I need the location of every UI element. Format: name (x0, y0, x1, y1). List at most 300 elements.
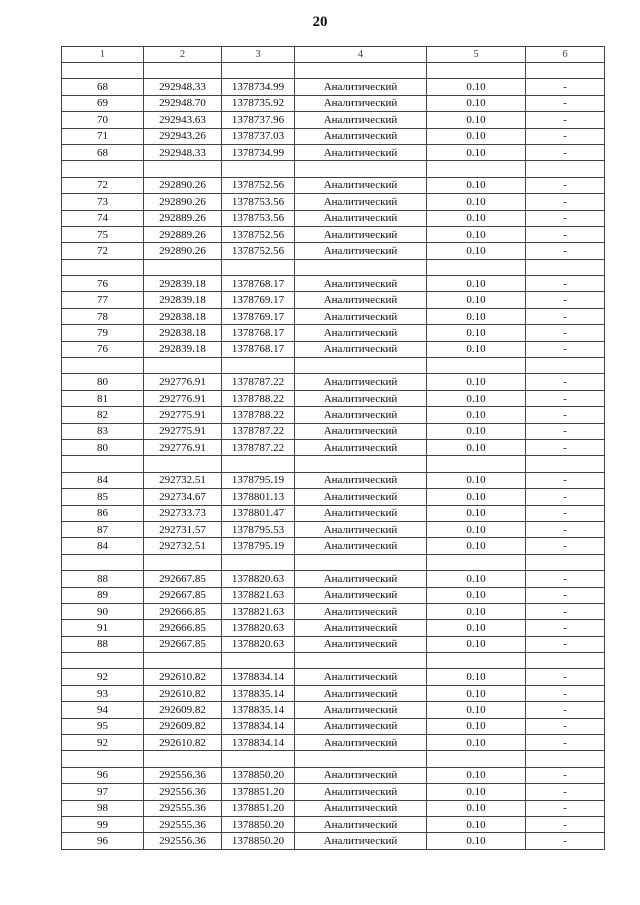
table-row (62, 374, 605, 390)
table-row (62, 276, 605, 292)
point-number-cell: 88 (62, 636, 144, 652)
note-cell: - (526, 243, 605, 259)
x-coordinate-cell: 292555.36 (144, 816, 222, 832)
note-cell: - (526, 587, 605, 603)
x-coordinate-cell: 292610.82 (144, 669, 222, 685)
note-cell: - (526, 308, 605, 324)
x-coordinate-cell: 292890.26 (144, 177, 222, 193)
table-row (62, 112, 605, 128)
point-number-cell: 94 (62, 702, 144, 718)
empty-cell (62, 259, 144, 275)
x-coordinate-cell: 292889.26 (144, 210, 222, 226)
accuracy-cell: 0.10 (427, 571, 526, 587)
table-row (62, 636, 605, 652)
note-cell: - (526, 735, 605, 751)
method-cell: Аналитический (295, 521, 427, 537)
spacer-row (62, 751, 605, 767)
x-coordinate-cell: 292776.91 (144, 439, 222, 455)
x-coordinate-cell: 292731.57 (144, 521, 222, 537)
y-coordinate-cell: 1378787.22 (222, 439, 295, 455)
y-coordinate-cell: 1378850.20 (222, 767, 295, 783)
table-row (62, 292, 605, 308)
y-coordinate-cell: 1378735.92 (222, 95, 295, 111)
method-cell: Аналитический (295, 669, 427, 685)
note-cell: - (526, 702, 605, 718)
method-cell: Аналитический (295, 489, 427, 505)
note-cell: - (526, 816, 605, 832)
table-row (62, 669, 605, 685)
empty-cell (62, 63, 144, 79)
y-coordinate-cell: 1378768.17 (222, 276, 295, 292)
page-number: 20 (312, 14, 328, 30)
x-coordinate-cell: 292889.26 (144, 226, 222, 242)
x-coordinate-cell: 292610.82 (144, 735, 222, 751)
accuracy-cell: 0.10 (427, 472, 526, 488)
table-row (62, 194, 605, 210)
table-row (62, 489, 605, 505)
note-cell: - (526, 194, 605, 210)
accuracy-cell: 0.10 (427, 505, 526, 521)
x-coordinate-cell: 292555.36 (144, 800, 222, 816)
y-coordinate-cell: 1378834.14 (222, 735, 295, 751)
x-coordinate-cell: 292839.18 (144, 292, 222, 308)
coordinates-table (61, 46, 605, 850)
note-cell: - (526, 571, 605, 587)
empty-cell (62, 456, 144, 472)
point-number-cell: 71 (62, 128, 144, 144)
point-number-cell: 73 (62, 194, 144, 210)
method-cell: Аналитический (295, 702, 427, 718)
table-row (62, 144, 605, 160)
accuracy-cell: 0.10 (427, 685, 526, 701)
method-cell: Аналитический (295, 194, 427, 210)
empty-cell (295, 456, 427, 472)
method-cell: Аналитический (295, 210, 427, 226)
x-coordinate-cell: 292775.91 (144, 423, 222, 439)
method-cell: Аналитический (295, 439, 427, 455)
y-coordinate-cell: 1378737.03 (222, 128, 295, 144)
y-coordinate-cell: 1378820.63 (222, 571, 295, 587)
method-cell: Аналитический (295, 718, 427, 734)
empty-cell (144, 456, 222, 472)
note-cell: - (526, 95, 605, 111)
method-cell: Аналитический (295, 144, 427, 160)
x-coordinate-cell: 292609.82 (144, 702, 222, 718)
accuracy-cell: 0.10 (427, 784, 526, 800)
y-coordinate-cell: 1378787.22 (222, 374, 295, 390)
x-coordinate-cell: 292890.26 (144, 194, 222, 210)
table-row (62, 177, 605, 193)
point-number-cell: 75 (62, 226, 144, 242)
y-coordinate-cell: 1378734.99 (222, 144, 295, 160)
method-cell: Аналитический (295, 735, 427, 751)
y-coordinate-cell: 1378821.63 (222, 587, 295, 603)
y-coordinate-cell: 1378801.47 (222, 505, 295, 521)
y-coordinate-cell: 1378769.17 (222, 292, 295, 308)
x-coordinate-cell: 292948.70 (144, 95, 222, 111)
x-coordinate-cell: 292666.85 (144, 620, 222, 636)
y-coordinate-cell: 1378835.14 (222, 685, 295, 701)
y-coordinate-cell: 1378737.96 (222, 112, 295, 128)
note-cell: - (526, 685, 605, 701)
point-number-cell: 72 (62, 243, 144, 259)
empty-cell (144, 358, 222, 374)
note-cell: - (526, 620, 605, 636)
point-number-cell: 79 (62, 325, 144, 341)
point-number-cell: 95 (62, 718, 144, 734)
accuracy-cell: 0.10 (427, 276, 526, 292)
empty-cell (62, 653, 144, 669)
x-coordinate-cell: 292556.36 (144, 833, 222, 849)
accuracy-cell: 0.10 (427, 128, 526, 144)
empty-cell (222, 161, 295, 177)
method-cell: Аналитический (295, 816, 427, 832)
table-row (62, 308, 605, 324)
accuracy-cell: 0.10 (427, 669, 526, 685)
table-row (62, 407, 605, 423)
y-coordinate-cell: 1378851.20 (222, 800, 295, 816)
x-coordinate-cell: 292556.36 (144, 767, 222, 783)
note-cell: - (526, 128, 605, 144)
point-number-cell: 98 (62, 800, 144, 816)
y-coordinate-cell: 1378795.53 (222, 521, 295, 537)
spacer-row (62, 456, 605, 472)
y-coordinate-cell: 1378834.14 (222, 718, 295, 734)
empty-cell (295, 161, 427, 177)
accuracy-cell: 0.10 (427, 243, 526, 259)
y-coordinate-cell: 1378734.99 (222, 79, 295, 95)
empty-cell (526, 161, 605, 177)
table-row (62, 784, 605, 800)
method-cell: Аналитический (295, 603, 427, 619)
accuracy-cell: 0.10 (427, 308, 526, 324)
y-coordinate-cell: 1378820.63 (222, 636, 295, 652)
spacer-row (62, 63, 605, 79)
table-row (62, 816, 605, 832)
note-cell: - (526, 833, 605, 849)
spacer-row (62, 161, 605, 177)
table-row (62, 505, 605, 521)
x-coordinate-cell: 292666.85 (144, 603, 222, 619)
note-cell: - (526, 226, 605, 242)
note-cell: - (526, 439, 605, 455)
x-coordinate-cell: 292839.18 (144, 341, 222, 357)
point-number-cell: 96 (62, 833, 144, 849)
note-cell: - (526, 407, 605, 423)
point-number-cell: 92 (62, 669, 144, 685)
empty-cell (222, 554, 295, 570)
x-coordinate-cell: 292732.51 (144, 472, 222, 488)
accuracy-cell: 0.10 (427, 636, 526, 652)
accuracy-cell: 0.10 (427, 226, 526, 242)
column-header-1: 1 (62, 47, 144, 63)
accuracy-cell: 0.10 (427, 620, 526, 636)
y-coordinate-cell: 1378752.56 (222, 226, 295, 242)
y-coordinate-cell: 1378752.56 (222, 177, 295, 193)
method-cell: Аналитический (295, 390, 427, 406)
empty-cell (222, 751, 295, 767)
table-row (62, 325, 605, 341)
empty-cell (144, 751, 222, 767)
y-coordinate-cell: 1378795.19 (222, 472, 295, 488)
y-coordinate-cell: 1378753.56 (222, 210, 295, 226)
note-cell: - (526, 784, 605, 800)
method-cell: Аналитический (295, 505, 427, 521)
accuracy-cell: 0.10 (427, 439, 526, 455)
accuracy-cell: 0.10 (427, 587, 526, 603)
method-cell: Аналитический (295, 767, 427, 783)
empty-cell (427, 554, 526, 570)
note-cell: - (526, 767, 605, 783)
method-cell: Аналитический (295, 177, 427, 193)
table-row (62, 833, 605, 849)
y-coordinate-cell: 1378835.14 (222, 702, 295, 718)
empty-cell (526, 554, 605, 570)
empty-cell (295, 554, 427, 570)
x-coordinate-cell: 292838.18 (144, 308, 222, 324)
note-cell: - (526, 210, 605, 226)
accuracy-cell: 0.10 (427, 374, 526, 390)
method-cell: Аналитический (295, 308, 427, 324)
table-row (62, 800, 605, 816)
table-row (62, 226, 605, 242)
note-cell: - (526, 276, 605, 292)
empty-cell (295, 63, 427, 79)
empty-cell (526, 456, 605, 472)
accuracy-cell: 0.10 (427, 489, 526, 505)
empty-cell (427, 259, 526, 275)
note-cell: - (526, 521, 605, 537)
note-cell: - (526, 79, 605, 95)
method-cell: Аналитический (295, 587, 427, 603)
x-coordinate-cell: 292776.91 (144, 390, 222, 406)
empty-cell (222, 653, 295, 669)
table-row (62, 538, 605, 554)
method-cell: Аналитический (295, 833, 427, 849)
table-row (62, 243, 605, 259)
point-number-cell: 90 (62, 603, 144, 619)
x-coordinate-cell: 292667.85 (144, 571, 222, 587)
accuracy-cell: 0.10 (427, 79, 526, 95)
x-coordinate-cell: 292610.82 (144, 685, 222, 701)
method-cell: Аналитический (295, 95, 427, 111)
empty-cell (295, 358, 427, 374)
point-number-cell: 82 (62, 407, 144, 423)
empty-cell (222, 358, 295, 374)
table-row (62, 685, 605, 701)
empty-cell (295, 653, 427, 669)
x-coordinate-cell: 292734.67 (144, 489, 222, 505)
method-cell: Аналитический (295, 636, 427, 652)
note-cell: - (526, 341, 605, 357)
note-cell: - (526, 505, 605, 521)
table-row (62, 735, 605, 751)
y-coordinate-cell: 1378795.19 (222, 538, 295, 554)
method-cell: Аналитический (295, 685, 427, 701)
accuracy-cell: 0.10 (427, 735, 526, 751)
table-row (62, 603, 605, 619)
empty-cell (62, 554, 144, 570)
accuracy-cell: 0.10 (427, 603, 526, 619)
x-coordinate-cell: 292948.33 (144, 79, 222, 95)
table-row (62, 702, 605, 718)
method-cell: Аналитический (295, 325, 427, 341)
note-cell: - (526, 636, 605, 652)
point-number-cell: 83 (62, 423, 144, 439)
spacer-row (62, 358, 605, 374)
accuracy-cell: 0.10 (427, 144, 526, 160)
empty-cell (526, 259, 605, 275)
note-cell: - (526, 423, 605, 439)
empty-cell (62, 751, 144, 767)
x-coordinate-cell: 292556.36 (144, 784, 222, 800)
method-cell: Аналитический (295, 374, 427, 390)
empty-cell (427, 63, 526, 79)
column-header-3: 3 (222, 47, 295, 63)
y-coordinate-cell: 1378768.17 (222, 325, 295, 341)
method-cell: Аналитический (295, 571, 427, 587)
y-coordinate-cell: 1378801.13 (222, 489, 295, 505)
spacer-row (62, 554, 605, 570)
point-number-cell: 68 (62, 79, 144, 95)
empty-cell (222, 259, 295, 275)
point-number-cell: 86 (62, 505, 144, 521)
table-row (62, 521, 605, 537)
empty-cell (427, 161, 526, 177)
table-header-row (62, 47, 605, 63)
empty-cell (526, 751, 605, 767)
accuracy-cell: 0.10 (427, 210, 526, 226)
point-number-cell: 84 (62, 538, 144, 554)
table-row (62, 341, 605, 357)
column-header-6: 6 (526, 47, 605, 63)
method-cell: Аналитический (295, 423, 427, 439)
note-cell: - (526, 538, 605, 554)
empty-cell (144, 63, 222, 79)
y-coordinate-cell: 1378821.63 (222, 603, 295, 619)
table-row (62, 587, 605, 603)
table-row (62, 571, 605, 587)
x-coordinate-cell: 292838.18 (144, 325, 222, 341)
table-row (62, 95, 605, 111)
note-cell: - (526, 325, 605, 341)
empty-cell (144, 653, 222, 669)
point-number-cell: 76 (62, 341, 144, 357)
table-row (62, 210, 605, 226)
method-cell: Аналитический (295, 292, 427, 308)
empty-cell (62, 161, 144, 177)
empty-cell (427, 358, 526, 374)
empty-cell (526, 653, 605, 669)
accuracy-cell: 0.10 (427, 521, 526, 537)
note-cell: - (526, 489, 605, 505)
note-cell: - (526, 177, 605, 193)
column-header-4: 4 (295, 47, 427, 63)
x-coordinate-cell: 292733.73 (144, 505, 222, 521)
x-coordinate-cell: 292775.91 (144, 407, 222, 423)
note-cell: - (526, 112, 605, 128)
method-cell: Аналитический (295, 538, 427, 554)
y-coordinate-cell: 1378788.22 (222, 407, 295, 423)
method-cell: Аналитический (295, 112, 427, 128)
note-cell: - (526, 390, 605, 406)
point-number-cell: 80 (62, 439, 144, 455)
point-number-cell: 69 (62, 95, 144, 111)
method-cell: Аналитический (295, 276, 427, 292)
y-coordinate-cell: 1378850.20 (222, 816, 295, 832)
method-cell: Аналитический (295, 341, 427, 357)
method-cell: Аналитический (295, 800, 427, 816)
table-row (62, 390, 605, 406)
empty-cell (427, 456, 526, 472)
point-number-cell: 77 (62, 292, 144, 308)
table-row (62, 423, 605, 439)
method-cell: Аналитический (295, 784, 427, 800)
accuracy-cell: 0.10 (427, 112, 526, 128)
note-cell: - (526, 603, 605, 619)
empty-cell (144, 554, 222, 570)
accuracy-cell: 0.10 (427, 292, 526, 308)
note-cell: - (526, 718, 605, 734)
y-coordinate-cell: 1378768.17 (222, 341, 295, 357)
accuracy-cell: 0.10 (427, 325, 526, 341)
column-header-5: 5 (427, 47, 526, 63)
empty-cell (222, 456, 295, 472)
x-coordinate-cell: 292890.26 (144, 243, 222, 259)
y-coordinate-cell: 1378850.20 (222, 833, 295, 849)
empty-cell (526, 63, 605, 79)
method-cell: Аналитический (295, 620, 427, 636)
table-row (62, 472, 605, 488)
accuracy-cell: 0.10 (427, 194, 526, 210)
method-cell: Аналитический (295, 472, 427, 488)
x-coordinate-cell: 292667.85 (144, 636, 222, 652)
point-number-cell: 70 (62, 112, 144, 128)
empty-cell (62, 358, 144, 374)
point-number-cell: 68 (62, 144, 144, 160)
empty-cell (222, 63, 295, 79)
note-cell: - (526, 472, 605, 488)
accuracy-cell: 0.10 (427, 833, 526, 849)
point-number-cell: 84 (62, 472, 144, 488)
y-coordinate-cell: 1378851.20 (222, 784, 295, 800)
empty-cell (144, 259, 222, 275)
table-row (62, 718, 605, 734)
table-row (62, 128, 605, 144)
x-coordinate-cell: 292948.33 (144, 144, 222, 160)
x-coordinate-cell: 292943.63 (144, 112, 222, 128)
x-coordinate-cell: 292839.18 (144, 276, 222, 292)
accuracy-cell: 0.10 (427, 538, 526, 554)
point-number-cell: 97 (62, 784, 144, 800)
accuracy-cell: 0.10 (427, 718, 526, 734)
y-coordinate-cell: 1378753.56 (222, 194, 295, 210)
x-coordinate-cell: 292732.51 (144, 538, 222, 554)
accuracy-cell: 0.10 (427, 390, 526, 406)
accuracy-cell: 0.10 (427, 800, 526, 816)
point-number-cell: 89 (62, 587, 144, 603)
y-coordinate-cell: 1378769.17 (222, 308, 295, 324)
point-number-cell: 91 (62, 620, 144, 636)
accuracy-cell: 0.10 (427, 177, 526, 193)
point-number-cell: 87 (62, 521, 144, 537)
note-cell: - (526, 800, 605, 816)
method-cell: Аналитический (295, 79, 427, 95)
point-number-cell: 96 (62, 767, 144, 783)
x-coordinate-cell: 292667.85 (144, 587, 222, 603)
point-number-cell: 88 (62, 571, 144, 587)
point-number-cell: 72 (62, 177, 144, 193)
